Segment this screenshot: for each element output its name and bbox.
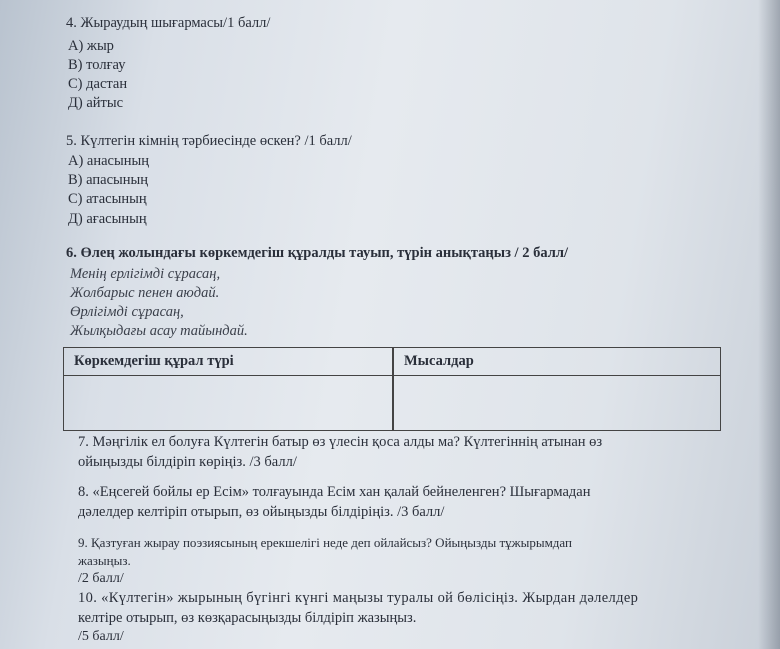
q5-question: 5. Күлтегін кімнің тәрбиесінде өскен? /1 балл/ bbox=[66, 133, 352, 149]
q7-line-2: ойыңызды білдіріп көріңіз. /3 балл/ bbox=[78, 454, 297, 470]
q4-option-a: А) жыр bbox=[68, 38, 114, 54]
q6-question: 6. Өлең жолындағы көркемдегіш құралды тауып, түрін анықтаңыз / 2 балл/ bbox=[66, 245, 568, 261]
q9-line-1: 9. Қазтуған жырау поэзиясының ерекшелігі неде деп ойлайсыз? Ойыңызды тұжырымдап bbox=[78, 535, 572, 550]
q10-points: /5 балл/ bbox=[78, 629, 124, 644]
q10-line-1: 10. «Күлтегін» жырының бүгінгі күнгі маңызы туралы ой бөлісіңіз. Жырдан дәлелдер bbox=[78, 590, 639, 606]
q6-poem-line-2: Жолбарыс пенен аюдай. bbox=[70, 285, 220, 301]
q10-line-2: келтіре отырып, өз көзқарасыңызды білдіріп жазыңыз. bbox=[78, 610, 417, 626]
table-cell-device-type-answer[interactable] bbox=[64, 376, 392, 430]
table-cell-examples-answer[interactable] bbox=[394, 376, 720, 430]
q5-option-b: В) апасының bbox=[68, 172, 149, 188]
q5-option-d: Д) ағасының bbox=[68, 211, 147, 227]
q9-line-2: жазыңыз. bbox=[78, 553, 131, 568]
table-header-examples: Мысалдар bbox=[404, 353, 474, 369]
q5-option-c: С) атасының bbox=[68, 191, 147, 207]
q6-poem-line-3: Өрлігімді сұрасаң, bbox=[70, 304, 184, 320]
q4-option-c: С) дастан bbox=[68, 76, 128, 92]
q8-line-2: дәлелдер келтіріп отырып, өз ойыңызды білдіріңіз. /3 балл/ bbox=[78, 504, 445, 520]
q4-option-d: Д) айтыс bbox=[68, 95, 124, 111]
table-header-device-type: Көркемдегіш құрал түрі bbox=[74, 353, 234, 369]
q4-question: 4. Жыраудың шығармасы/1 балл/ bbox=[66, 15, 271, 31]
q9-points: /2 балл/ bbox=[78, 571, 124, 586]
q8-line-1: 8. «Еңсегей бойлы ер Есім» толғауында Есім хан қалай бейнеленген? Шығармадан bbox=[78, 484, 591, 500]
q7-line-1: 7. Мәңгілік ел болуға Күлтегін батыр өз үлесін қоса алды ма? Күлтегіннің атынан өз bbox=[78, 434, 603, 450]
q4-option-b: В) толғау bbox=[68, 57, 126, 73]
q6-poem-line-4: Жылқыдағы асау тайындай. bbox=[70, 323, 248, 339]
q6-poem-line-1: Менің ерлігімді сұрасаң, bbox=[70, 266, 221, 282]
q6-answer-table bbox=[63, 347, 721, 431]
q5-option-a: А) анасының bbox=[68, 153, 149, 169]
page-shadow-edge bbox=[758, 0, 780, 649]
